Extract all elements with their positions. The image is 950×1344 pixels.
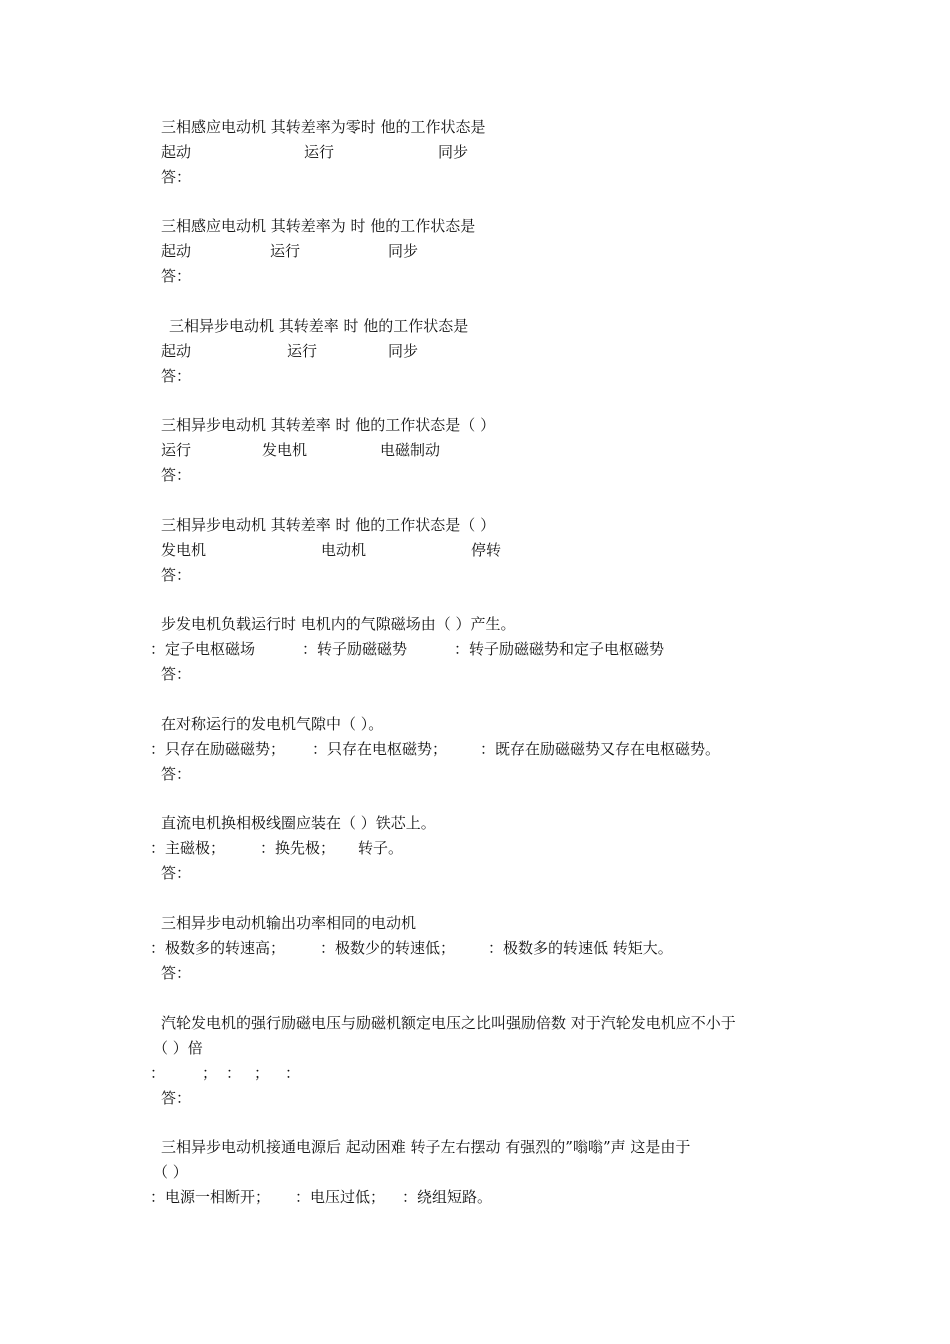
- answer-label: 答：: [161, 367, 192, 385]
- option: ：主磁极；: [150, 839, 226, 857]
- option: ：电压过低；: [295, 1188, 386, 1206]
- option: 发电机: [161, 541, 207, 559]
- answer-label: 答：: [161, 964, 192, 982]
- option: 发电机: [262, 441, 308, 459]
- option: ；: [202, 1064, 218, 1082]
- answer-label: 答：: [161, 665, 192, 683]
- question-stem-continued: （ ）倍: [153, 1039, 203, 1057]
- option: 运行: [161, 441, 192, 459]
- question-stem: 直流电机换相极线圈应装在（ ）铁芯上。: [161, 814, 436, 832]
- option: ：: [150, 1064, 166, 1082]
- answer-label: 答：: [161, 168, 192, 186]
- option: 起动: [161, 143, 192, 161]
- option: 同步: [438, 143, 469, 161]
- answer-label: 答：: [161, 1089, 192, 1107]
- option: 停转: [471, 541, 502, 559]
- answer-label: 答：: [161, 765, 192, 783]
- option: 起动: [161, 342, 192, 360]
- question-stem: 在对称运行的发电机气隙中（ ）。: [161, 715, 384, 733]
- question-stem: 三相异步电动机输出功率相同的电动机: [161, 914, 417, 932]
- question-stem-continued: （ ）: [153, 1163, 188, 1181]
- answer-label: 答：: [161, 466, 192, 484]
- question-stem: 三相异步电动机 其转差率 时 他的工作状态是: [169, 317, 469, 335]
- question-stem: 步发电机负载运行时 电机内的气隙磁场由（ ）产生。: [161, 615, 516, 633]
- option: ：既存在励磁磁势又存在电枢磁势。: [480, 740, 721, 758]
- option: 运行: [270, 242, 301, 260]
- option: ：换先极；: [260, 839, 336, 857]
- answer-label: 答：: [161, 267, 192, 285]
- answer-label: 答：: [161, 864, 192, 882]
- option: 转子。: [358, 839, 404, 857]
- option: 运行: [287, 342, 318, 360]
- option: ：: [226, 1064, 242, 1082]
- question-stem: 汽轮发电机的强行励磁电压与励磁机额定电压之比叫强励倍数 对于汽轮发电机应不小于: [161, 1014, 736, 1032]
- question-stem: 三相感应电动机 其转差率为零时 他的工作状态是: [161, 118, 486, 136]
- option: ：转子励磁磁势和定子电枢磁势: [454, 640, 665, 658]
- option: ：定子电枢磁场: [150, 640, 256, 658]
- option: 电磁制动: [380, 441, 441, 459]
- option: ：极数多的转速高；: [150, 939, 286, 957]
- question-stem: 三相异步电动机 其转差率 时 他的工作状态是（ ）: [161, 416, 496, 434]
- option: 同步: [388, 342, 419, 360]
- answer-label: 答：: [161, 566, 192, 584]
- option: 运行: [304, 143, 335, 161]
- option: ：只存在励磁磁势；: [150, 740, 286, 758]
- option: ：: [285, 1064, 301, 1082]
- option: ：转子励磁磁势: [302, 640, 408, 658]
- question-stem: 三相异步电动机接通电源后 起动困难 转子左右摆动 有强烈的”嗡嗡”声 这是由于: [161, 1138, 691, 1156]
- option: ：绕组短路。: [402, 1188, 493, 1206]
- question-stem: 三相感应电动机 其转差率为 时 他的工作状态是: [161, 217, 476, 235]
- option: 电动机: [321, 541, 367, 559]
- option: ：电源一相断开；: [150, 1188, 271, 1206]
- option: ：极数多的转速低 转矩大。: [488, 939, 673, 957]
- option: 同步: [388, 242, 419, 260]
- question-stem: 三相异步电动机 其转差率 时 他的工作状态是（ ）: [161, 516, 496, 534]
- option: ：只存在电枢磁势；: [312, 740, 448, 758]
- option: ；: [254, 1064, 270, 1082]
- option: ：极数少的转速低；: [320, 939, 456, 957]
- option: 起动: [161, 242, 192, 260]
